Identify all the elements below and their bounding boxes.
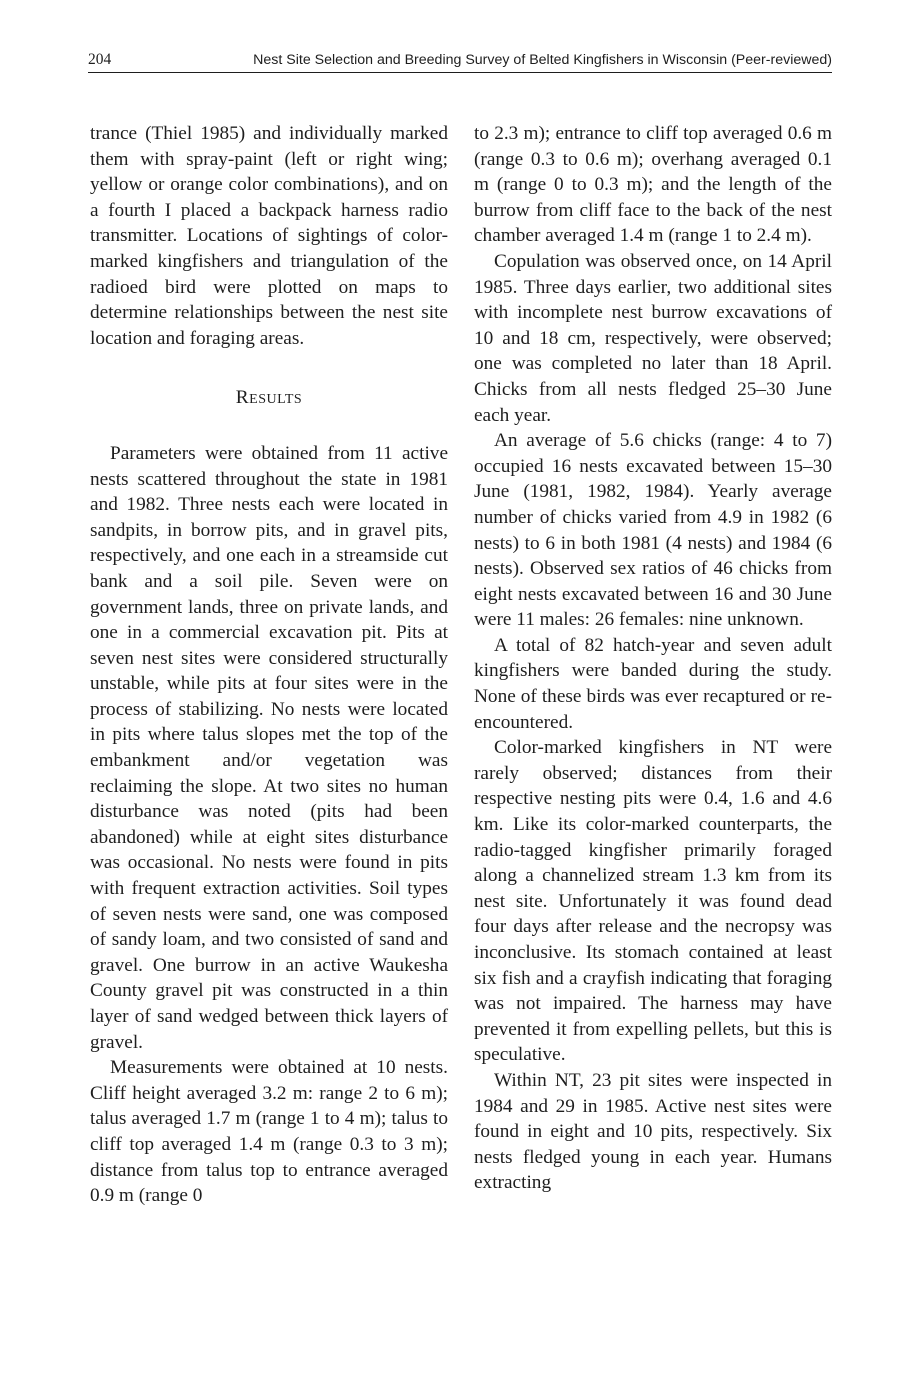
body-paragraph: Copulation was observed once, on 14 April 1985. Three days earlier, two additional sites with incomplete nest burrow excavations of 10 and 18 cm, respectively, were observed; one was completed no later than 18 April. Chicks from all nests fledged 25–30 June each year. [474,250,832,426]
body-paragraph: Measurements were obtained at 10 nests. Cliff height averaged 3.2 m: range 2 to 6 m); talus averaged 1.7 m (range 1 to 4 m); talus to cliff top averaged 1.4 m (range 0.3 to 3 m); distance from talus top to entrance averaged 0.9 m (range 0 [90,1057,448,1207]
section-heading-results: Results [235,387,303,409]
body-paragraph: Parameters were obtained from 11 active nests scattered throughout the state in 1981 and 1982. Three nests each were located in sandpits, in borrow pits, and in gravel pits, respectively, and one each in a streamside cut bank and a soil pile. Seven were on government lands, three on private lands, and one in a commercial excavation pit. Pits at seven nest sites were considered structurally unstable, while pits at four sites were in the process of stabilizing. No nests were located in pits where talus slopes met the top of the embankment and/or vegetation was reclaiming the slope. At two sites no human disturbance was noted (pits had been abandoned) while at eight sites disturbance was occasional. No nests were found in pits with frequent extraction activities. Soil types of seven nests were sand, one was composed of sandy loam, and two consisted of sand and gravel. One burrow in an active Waukesha County gravel pit was constructed in a thin layer of sand wedged between thick layers of gravel. [90,442,448,1053]
page-number: 204 [88,51,112,68]
body-paragraph: An average of 5.6 chicks (range: 4 to 7) occupied 16 nests excavated between 15–30 June (1981, 1982, 1984). Yearly average number of chicks varied from 4.9 in 1982 (6 nests) to 6 in both 1981 (4 nests) and 1984 (6 nests). Observed sex ratios of 46 chicks from eight nests excavated between 16 and 30 June were 11 males: 26 females: nine unknown. [474,430,832,631]
running-head [88,50,832,73]
body-paragraph: Within NT, 23 pit sites were inspected in 1984 and 29 in 1985. Active nest sites were found in eight and 10 pits, respectively. Six nests fledged young in each year. Humans extracting [474,1069,832,1194]
body-paragraph: Color-marked kingfishers in NT were rarely observed; distances from their respective nesting pits were 0.4, 1.6 and 4.6 km. Like its color-marked counterparts, the radio-tagged kingfisher primarily foraged along a channelized stream 1.3 km from its nest site. Unfortunately it was found dead four days after release and the necropsy was inconclusive. Its stomach contained at least six fish and a crayfish indicating that foraging was not impaired. The harness may have prevented it from expelling pellets, but this is speculative. [474,737,832,1066]
body-paragraph: A total of 82 hatch-year and seven adult kingfishers were banded during the study. None of these birds was ever recaptured or re-encountered. [474,634,832,733]
continued-paragraph: to 2.3 m); entrance to cliff top averaged 0.6 m (range 0.3 to 0.6 m); overhang averaged 0.1 m (range 0 to 0.3 m); and the length of the burrow from cliff face to the back of the nest chamber averaged 1.4 m (range 1 to 2.4 m). [474,123,832,247]
right-column [474,121,832,1196]
left-column [90,121,448,1209]
running-title: Nest Site Selection and Breeding Survey of Belted Kingfishers in Wisconsin (Peer-reviewed) [253,52,832,68]
continued-paragraph: trance (Thiel 1985) and individually marked them with spray-paint (left or right wing; yellow or orange color combinations), and on a fourth I placed a backpack harness radio transmitter. Locations of sightings of color-marked kingfishers and triangulation of the radioed bird were plotted on maps to determine relationships between the nest site location and foraging areas. [90,123,448,349]
